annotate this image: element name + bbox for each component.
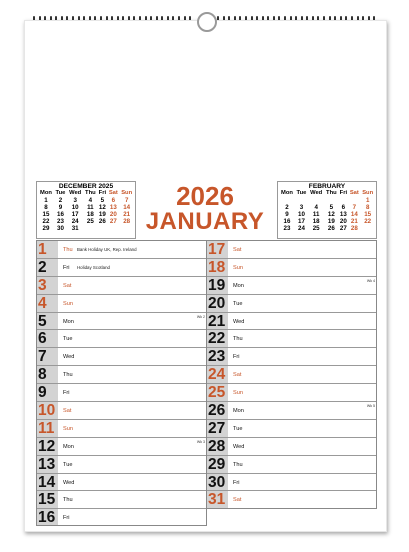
mini-date: 10 (298, 211, 305, 218)
date-number: 10 (38, 402, 56, 420)
mini-weekday-header: Thu (85, 190, 96, 196)
date-number: 6 (38, 330, 47, 348)
mini-date: 13 (339, 211, 347, 218)
mini-date: 6 (341, 204, 346, 211)
mini-weekday-header: Tue (296, 190, 307, 196)
mini-date (119, 225, 134, 232)
mini-weekday-header: Fri (98, 190, 107, 196)
mini-date: 23 (283, 225, 291, 232)
mini-weekday-header: Mon (280, 190, 293, 196)
mini-date: 3 (299, 204, 304, 211)
week-number: Wk 5 (366, 404, 375, 409)
mini-date: 18 (312, 218, 320, 225)
mini-date: 13 (109, 204, 117, 211)
week-number: Wk 2 (196, 314, 205, 319)
mini-date: 4 (314, 204, 318, 211)
weekday-label: Mon (233, 282, 244, 289)
mini-date: 21 (350, 218, 358, 225)
week-number: Wk 3 (196, 439, 205, 444)
mini-date: 28 (350, 225, 358, 232)
mini-date: 31 (71, 225, 79, 232)
mini-weekday-header: Sat (349, 190, 359, 196)
mini-date: 1 (44, 197, 48, 204)
day-row[interactable] (206, 437, 377, 455)
day-row[interactable] (206, 401, 377, 419)
mini-weekday-header: Sat (108, 190, 118, 196)
day-row[interactable] (206, 240, 377, 258)
day-row[interactable] (36, 401, 207, 419)
day-row[interactable] (36, 490, 207, 508)
week-number: Wk 4 (366, 278, 375, 283)
date-number: 24 (208, 366, 226, 384)
date-number: 30 (208, 473, 226, 491)
mini-calendar-title: DECEMBER 2025 (58, 183, 114, 190)
weekday-label: Sat (63, 408, 72, 415)
day-row[interactable] (206, 312, 377, 330)
date-number: 20 (208, 294, 226, 312)
day-row[interactable] (36, 508, 207, 526)
day-row[interactable] (36, 240, 207, 258)
date-number: 31 (208, 491, 226, 509)
weekday-label: Tue (63, 336, 73, 343)
weekday-label: Sun (233, 264, 243, 271)
mini-date: 7 (124, 197, 129, 204)
weekday-label: Thu (233, 336, 243, 343)
mini-date: 12 (327, 211, 335, 218)
date-number: 22 (208, 330, 226, 348)
date-number: 21 (208, 312, 226, 330)
mini-date: 23 (57, 218, 64, 225)
mini-date: 12 (98, 204, 106, 211)
date-number: 18 (208, 258, 226, 276)
date-number: 12 (38, 437, 56, 455)
mini-date: 26 (98, 218, 106, 225)
mini-date: 7 (352, 204, 357, 211)
mini-calendar-previous (36, 181, 136, 239)
mini-date: 15 (364, 211, 372, 218)
weekday-label: Wed (233, 318, 245, 325)
year-title: 2026 (176, 181, 234, 211)
weekday-label: Sat (63, 282, 72, 289)
date-number: 7 (38, 348, 47, 366)
hanger-hook (197, 12, 217, 32)
weekday-label: Tue (233, 300, 243, 307)
mini-date: 20 (109, 211, 117, 218)
mini-weekday-header: Wed (69, 190, 82, 196)
mini-calendar-grid (279, 190, 375, 232)
weekday-label: Sun (63, 425, 73, 432)
mini-date (360, 225, 375, 232)
weekday-label: Fri (233, 479, 240, 486)
date-number: 28 (208, 437, 226, 455)
mini-date (348, 197, 360, 204)
date-number: 9 (38, 384, 47, 402)
mini-date: 11 (312, 211, 320, 218)
day-row[interactable] (36, 276, 207, 294)
day-row[interactable] (36, 329, 207, 347)
mini-calendar-grid (38, 190, 134, 232)
mini-date: 29 (42, 225, 50, 232)
day-row[interactable] (206, 365, 377, 383)
mini-weekday-header: Wed (310, 190, 323, 196)
mini-date: 15 (42, 211, 50, 218)
mini-weekday-header: Sun (121, 190, 133, 196)
weekday-label: Thu (63, 372, 73, 379)
mini-date: 26 (327, 225, 335, 232)
date-number: 4 (38, 294, 47, 312)
weekday-label: Mon (233, 408, 244, 415)
mini-date (295, 197, 308, 204)
weekday-label: Fri (63, 264, 70, 271)
day-row[interactable] (36, 383, 207, 401)
mini-weekday-header: Sun (362, 190, 374, 196)
weekday-label: Sun (63, 300, 73, 307)
day-row[interactable] (36, 419, 207, 437)
day-row[interactable] (36, 455, 207, 473)
mini-date (324, 197, 338, 204)
date-number: 5 (38, 312, 47, 330)
day-row[interactable] (36, 312, 207, 330)
date-number: 26 (208, 402, 226, 420)
mini-date: 10 (71, 204, 79, 211)
mini-date: 8 (365, 204, 370, 211)
day-row[interactable] (36, 473, 207, 491)
mini-date: 24 (71, 218, 79, 225)
holiday-note: Holiday Scotland (77, 264, 110, 270)
mini-weekday-header: Mon (39, 190, 52, 196)
mini-date: 27 (109, 218, 117, 225)
mini-calendar-title: FEBRUARY (308, 183, 346, 190)
day-row[interactable] (206, 294, 377, 312)
weekday-label: Wed (63, 354, 75, 361)
date-number: 3 (38, 276, 47, 294)
mini-date: 2 (285, 204, 289, 211)
day-row[interactable] (206, 419, 377, 437)
day-row[interactable] (36, 294, 207, 312)
mini-date: 25 (312, 225, 320, 232)
weekday-label: Sun (233, 390, 243, 397)
weekday-label: Wed (63, 479, 75, 486)
day-row[interactable] (206, 473, 377, 491)
date-number: 8 (38, 366, 47, 384)
date-number: 29 (208, 455, 226, 473)
date-number: 19 (208, 276, 226, 294)
month-title: JANUARY (145, 208, 265, 235)
mini-date: 1 (365, 197, 370, 204)
day-row[interactable] (206, 347, 377, 365)
mini-date: 9 (285, 211, 289, 218)
weekday-label: Sat (233, 497, 242, 504)
mini-date (338, 197, 348, 204)
day-row[interactable] (36, 347, 207, 365)
mini-date: 21 (123, 211, 131, 218)
mini-date: 5 (100, 197, 105, 204)
mini-date: 9 (58, 204, 63, 211)
weekday-label: Sat (233, 372, 242, 379)
date-number: 13 (38, 455, 56, 473)
mini-date: 30 (57, 225, 64, 232)
mini-date: 6 (111, 197, 116, 204)
weekday-label: Thu (63, 247, 73, 253)
weekday-label: Tue (63, 461, 73, 468)
weekday-label: Thu (63, 497, 73, 504)
mini-date: 22 (364, 218, 372, 225)
mini-weekday-header: Fri (339, 190, 348, 196)
mini-date: 17 (298, 218, 305, 225)
day-column-right (206, 240, 377, 508)
date-number: 11 (38, 419, 55, 437)
mini-date: 19 (327, 218, 335, 225)
day-row[interactable] (36, 437, 207, 455)
weekday-label: Mon (63, 443, 74, 450)
weekday-label: Fri (233, 354, 240, 361)
date-number: 17 (208, 241, 226, 258)
mini-weekday-header: Thu (326, 190, 337, 196)
date-number: 1 (38, 241, 47, 258)
mini-date: 24 (298, 225, 305, 232)
mini-date: 28 (123, 218, 131, 225)
weekday-label: Tue (233, 425, 243, 432)
mini-date (279, 197, 295, 204)
mini-date: 14 (350, 211, 358, 218)
mini-date: 25 (86, 218, 94, 225)
day-row[interactable] (206, 383, 377, 401)
day-row[interactable] (36, 258, 207, 276)
date-number: 27 (208, 419, 226, 437)
day-row[interactable] (206, 258, 377, 276)
weekday-label: Sat (233, 247, 242, 253)
mini-date: 14 (123, 204, 131, 211)
day-row[interactable] (206, 329, 377, 347)
date-number: 25 (208, 384, 226, 402)
mini-date: 18 (86, 211, 94, 218)
mini-date: 27 (339, 225, 347, 232)
holiday-note: Bank Holiday UK, Rep. Ireland (77, 247, 137, 252)
mini-weekday-header: Tue (55, 190, 66, 196)
mini-date (83, 225, 97, 232)
date-number: 2 (38, 258, 47, 276)
day-row[interactable] (206, 490, 377, 508)
weekday-label: Thu (233, 461, 243, 468)
mini-date: 5 (329, 204, 334, 211)
mini-date: 17 (71, 211, 79, 218)
mini-calendar-next (277, 181, 377, 239)
day-row[interactable] (36, 365, 207, 383)
date-number: 14 (38, 473, 56, 491)
mini-date: 11 (87, 204, 94, 211)
mini-date: 16 (283, 218, 291, 225)
mini-date: 8 (44, 204, 48, 211)
weekday-label: Fri (63, 390, 70, 397)
date-number: 23 (208, 348, 226, 366)
day-row[interactable] (206, 455, 377, 473)
day-column-left (36, 240, 207, 526)
mini-date: 19 (98, 211, 106, 218)
mini-date (308, 197, 324, 204)
mini-date: 4 (88, 197, 93, 204)
mini-date (97, 225, 107, 232)
weekday-label: Mon (63, 318, 74, 325)
date-number: 15 (38, 491, 56, 509)
weekday-label: Wed (233, 443, 245, 450)
weekday-label: Fri (63, 515, 70, 522)
mini-date: 3 (73, 197, 77, 204)
mini-date: 20 (339, 218, 347, 225)
mini-date: 16 (57, 211, 64, 218)
mini-date: 2 (58, 197, 63, 204)
date-number: 16 (38, 509, 56, 527)
mini-date: 22 (42, 218, 50, 225)
mini-date (107, 225, 119, 232)
day-row[interactable] (206, 276, 377, 294)
